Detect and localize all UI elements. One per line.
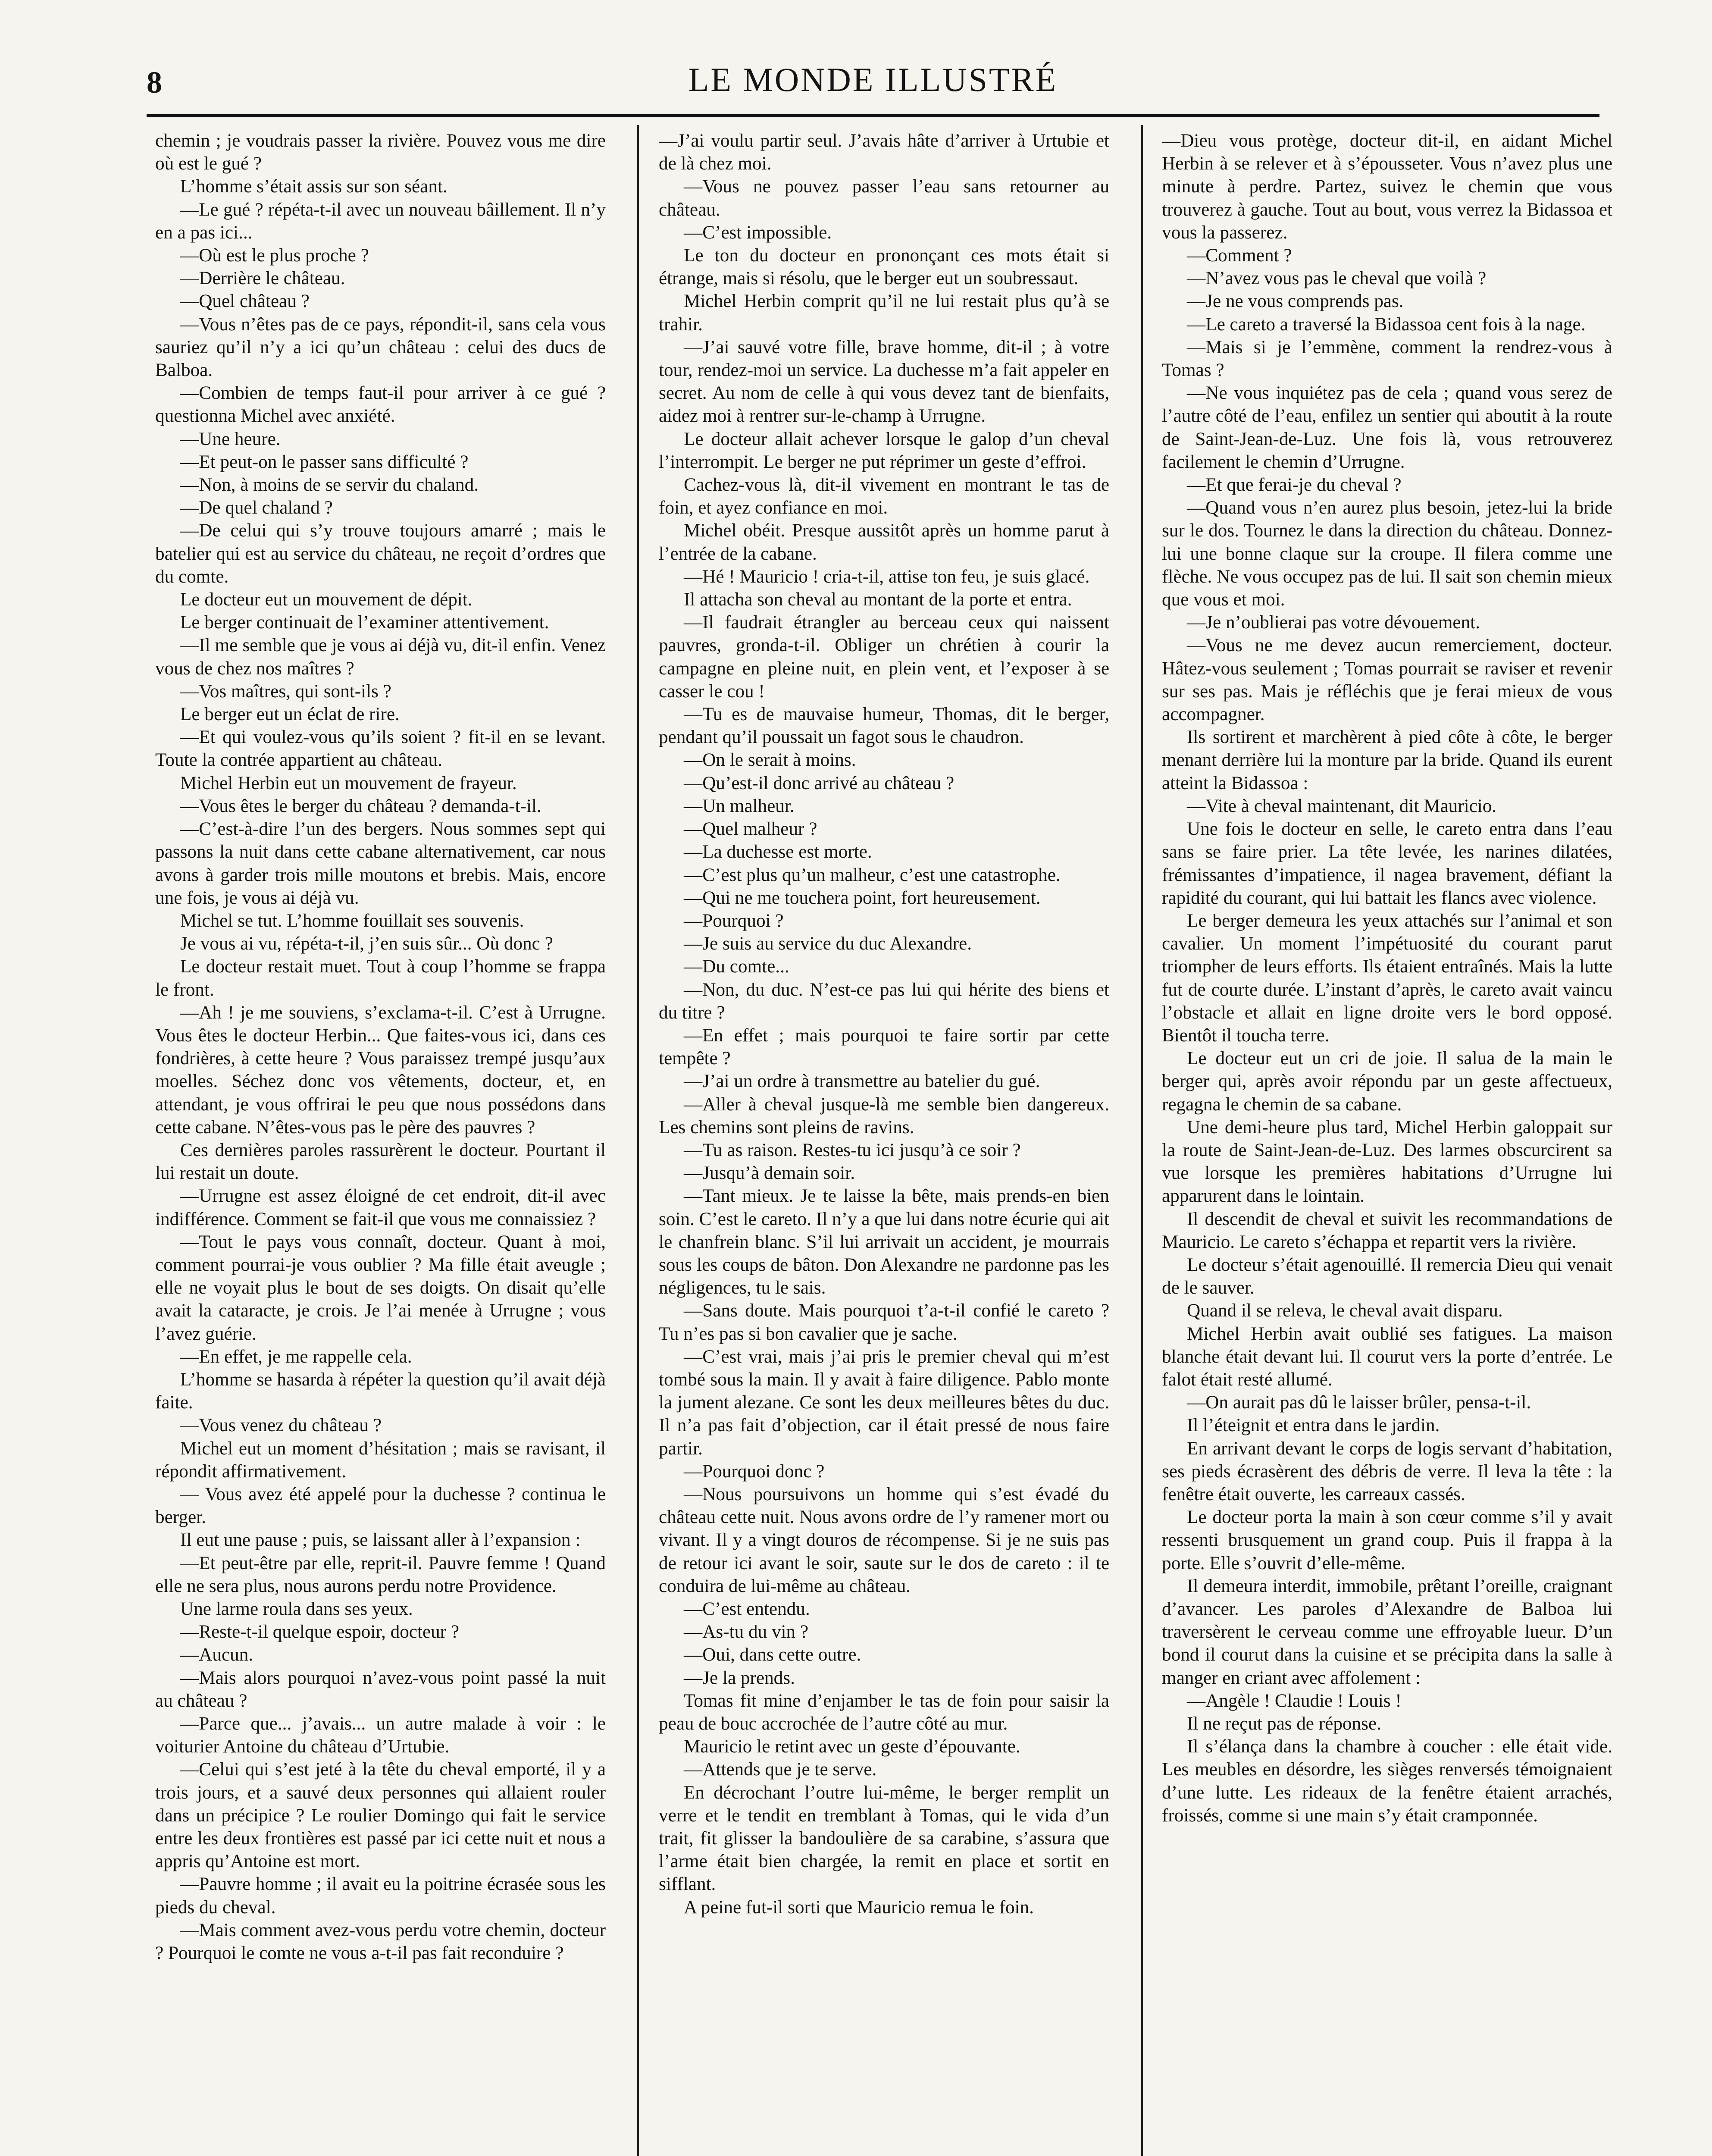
paragraph: —Attends que je te serve. bbox=[684, 1759, 877, 1780]
paragraph: —Combien de temps faut-il pour arriver à ce gué ? questionna Michel avec anxiété. bbox=[155, 383, 606, 426]
paragraph: —Qu’est-il donc arrivé au château ? bbox=[684, 773, 955, 793]
paragraph: —Ne vous inquiétez pas de cela ; quand vous serez de l’autre côté de l’eau, enfilez un sentier qui aboutit à la route de Saint-Jean-de-Luz. Une fois là, vous retrouverez facilement le chemin d’Urrugne. bbox=[1162, 383, 1612, 472]
paragraph: chemin ; je voudrais passer la rivière. Pouvez vous me dire où est le gué ? bbox=[155, 131, 606, 174]
paragraph: —Parce que... j’avais... un autre malade à voir : le voiturier Antoine du château d’Urtubie. bbox=[155, 1714, 606, 1757]
column-divider bbox=[1141, 125, 1143, 2156]
paragraph: —Sans doute. Mais pourquoi t’a-t-il confié le careto ? Tu n’es pas si bon cavalier que je sache. bbox=[659, 1300, 1109, 1344]
paragraph: —Reste-t-il quelque espoir, docteur ? bbox=[180, 1622, 460, 1642]
paragraph: —Non, à moins de se servir du chaland. bbox=[180, 475, 479, 495]
paragraph: —Pourquoi ? bbox=[684, 910, 784, 931]
paragraph: —Il faudrait étrangler au berceau ceux qui naissent pauvres, gronda-t-il. Obliger un chrétien à courir la campagne en pleine nuit, en plein vent, et l’exposer à se casser le cou ! bbox=[659, 612, 1109, 702]
paragraph: — Vous avez été appelé pour la duchesse ? continua le berger. bbox=[155, 1484, 606, 1528]
paragraph: Il s’élança dans la chambre à coucher : elle était vide. Les meubles en désordre, les sièges renversés témoignaient d’une lutte. Les rideaux de la fenêtre étaient arrachés, froissés, comme si une main s’y était cramponnée. bbox=[1162, 1736, 1612, 1826]
paragraph: Le docteur allait achever lorsque le galop d’un cheval l’interrompit. Le berger ne put réprimer un geste d’effroi. bbox=[659, 429, 1109, 472]
paragraph: Il ne reçut pas de réponse. bbox=[1187, 1714, 1381, 1734]
paragraph: —La duchesse est morte. bbox=[684, 842, 872, 862]
paragraph: —Oui, dans cette outre. bbox=[684, 1645, 861, 1665]
paragraph: —Comment ? bbox=[1187, 245, 1292, 266]
paragraph: —J’ai sauvé votre fille, brave homme, dit-il ; à votre tour, rendez-moi un service. La duchesse m’a fait appeler en secret. Au nom de celle à qui vous devez tant de bienfaits, aidez moi à rentrer sur-le-champ à Urrugne. bbox=[659, 337, 1109, 426]
paragraph: A peine fut-il sorti que Mauricio remua le foin. bbox=[684, 1897, 1034, 1918]
paragraph: Le docteur s’était agenouillé. Il remercia Dieu qui venait de le sauver. bbox=[1162, 1254, 1612, 1298]
paragraph: —Un malheur. bbox=[684, 796, 795, 816]
paragraph: —N’avez vous pas le cheval que voilà ? bbox=[1187, 268, 1487, 289]
paragraph: En décrochant l’outre lui-même, le berger remplit un verre et le tendit en tremblant à Tomas, qui le vida d’un trait, fit glisser la bandoulière de sa carabine, s’assura que l’arme était bien chargée, la remit en place et sortit en sifflant. bbox=[659, 1782, 1109, 1895]
header-rule bbox=[147, 114, 1599, 117]
paragraph: —Celui qui s’est jeté à la tête du cheval emporté, il y a trois jours, et a sauvé deux personnes qui allaient rouler dans un précipice ? Le roulier Domingo qui fait le service entre les deux frontières est passé par ici cette nuit et nous a appris qu’Antoine est mort. bbox=[155, 1759, 606, 1872]
paragraph: Quand il se releva, le cheval avait disparu. bbox=[1187, 1300, 1503, 1321]
paragraph: Le docteur porta la main à son cœur comme s’il y avait ressenti brusquement un grand coup. Puis il frappa à la porte. Elle s’ouvrit d’elle-même. bbox=[1162, 1507, 1612, 1573]
paragraph: —Tu es de mauvaise humeur, Thomas, dit le berger, pendant qu’il poussait un fagot sous le chaudron. bbox=[659, 704, 1109, 748]
paragraph: —Angèle ! Claudie ! Louis ! bbox=[1187, 1690, 1402, 1711]
paragraph: —Ah ! je me souviens, s’exclama-t-il. C’est à Urrugne. Vous êtes le docteur Herbin... Que faites-vous ici, dans ces fondrières, à cette heure ? Vous paraissez trempé jusqu’aux moelles. Séchez donc vos vêtements, docteur, et, en attendant, je vous offrirai le peu que nous possédons dans cette cabane. N’êtes-vous pas le père des pauvres ? bbox=[155, 1002, 606, 1138]
page-number: 8 bbox=[147, 65, 162, 100]
paragraph: —Vous ne me devez aucun remerciement, docteur. Hâtez-vous seulement ; Tomas pourrait se raviser et revenir sur ses pas. Mais je réfléchis que je ferai mieux de vous accompagner. bbox=[1162, 635, 1612, 725]
paragraph: Le docteur restait muet. Tout à coup l’homme se frappa le front. bbox=[155, 956, 606, 1000]
masthead-title: LE MONDE ILLUSTRÉ bbox=[688, 61, 1058, 98]
paragraph: Michel obéit. Presque aussitôt après un homme parut à l’entrée de la cabane. bbox=[659, 520, 1109, 564]
paragraph: —Pourquoi donc ? bbox=[684, 1461, 825, 1482]
paragraph: Je vous ai vu, répéta-t-il, j’en suis sûr... Où donc ? bbox=[180, 934, 553, 954]
paragraph: —De quel chaland ? bbox=[180, 498, 333, 518]
paragraph: Une larme roula dans ses yeux. bbox=[180, 1599, 413, 1619]
paragraph: Une demi-heure plus tard, Michel Herbin galoppait sur la route de Saint-Jean-de-Luz. Des larmes obscurcirent sa vue lorsque les premières habitations d’Urrugne lui apparurent dans le lointain. bbox=[1162, 1117, 1612, 1206]
paragraph: —Vous êtes le berger du château ? demanda-t-il. bbox=[180, 796, 541, 816]
paragraph: —Je n’oublierai pas votre dévouement. bbox=[1187, 612, 1480, 633]
paragraph: —C’est impossible. bbox=[684, 222, 832, 243]
paragraph: —Le gué ? répéta-t-il avec un nouveau bâillement. Il n’y en a pas ici... bbox=[155, 199, 606, 243]
paragraph: Ils sortirent et marchèrent à pied côte à côte, le berger menant derrière lui la monture par la bride. Quand ils eurent atteint la Bidassoa : bbox=[1162, 727, 1612, 793]
paragraph: —Je suis au service du duc Alexandre. bbox=[684, 934, 972, 954]
paragraph: —C’est entendu. bbox=[684, 1599, 810, 1619]
paragraph: —Et peut-on le passer sans difficulté ? bbox=[180, 451, 469, 472]
paragraph: —On le serait à moins. bbox=[684, 750, 856, 771]
paragraph: —Pauvre homme ; il avait eu la poitrine écrasée sous les pieds du cheval. bbox=[155, 1874, 606, 1918]
paragraph: —Vite à cheval maintenant, dit Mauricio. bbox=[1187, 796, 1497, 816]
paragraph: —Vous ne pouvez passer l’eau sans retourner au château. bbox=[659, 176, 1109, 220]
paragraph: Le berger continuait de l’examiner attentivement. bbox=[180, 612, 549, 633]
paragraph: L’homme se hasarda à répéter la question qu’il avait déjà faite. bbox=[155, 1369, 606, 1413]
paragraph: —En effet, je me rappelle cela. bbox=[180, 1346, 412, 1367]
paragraph: —En effet ; mais pourquoi te faire sortir par cette tempête ? bbox=[659, 1025, 1109, 1069]
paragraph: —Vous n’êtes pas de ce pays, répondit-il, sans cela vous sauriez qu’il n’y a ici qu’un château : celui des ducs de Balboa. bbox=[155, 314, 606, 381]
paragraph: —Il me semble que je vous ai déjà vu, dit-il enfin. Venez vous de chez nos maîtres ? bbox=[155, 635, 606, 679]
paragraph: —Tant mieux. Je te laisse la bête, mais prends-en bien soin. C’est le careto. Il n’y a que lui dans notre écurie qui ait le chanfrein blanc. S’il lui arrivait un accident, je mourrais sous les coups de bâton. Don Alexandre ne pardonne pas les négligences, tu le sais. bbox=[659, 1186, 1109, 1298]
paragraph: —C’est vrai, mais j’ai pris le premier cheval qui m’est tombé sous la main. Il y avait à faire diligence. Pablo monte la jument alezane. Ce sont les deux meilleures bêtes du duc. Il n’a pas fait d’objection, car il était pressé de nous faire partir. bbox=[659, 1346, 1109, 1459]
paragraph: —Derrière le château. bbox=[180, 268, 345, 289]
paragraph: —Une heure. bbox=[180, 429, 281, 449]
paragraph: —Vos maîtres, qui sont-ils ? bbox=[180, 681, 391, 702]
paragraph: —Mais comment avez-vous perdu votre chemin, docteur ? Pourquoi le comte ne vous a-t-il pas fait reconduire ? bbox=[155, 1920, 606, 1964]
paragraph: —Dieu vous protège, docteur dit-il, en aidant Michel Herbin à se relever et à s’épousseter. Vous n’avez plus une minute à perdre. Partez, suivez le chemin que vous trouverez à gauche. Tout au bout, vous verrez la Bidassoa et vous la passerez. bbox=[1162, 131, 1612, 243]
paragraph: —On aurait pas dû le laisser brûler, pensa-t-il. bbox=[1187, 1392, 1531, 1413]
paragraph: —Je la prends. bbox=[684, 1667, 795, 1688]
paragraph: —C’est-à-dire l’un des bergers. Nous sommes sept qui passons la nuit dans cette cabane alternativement, car nous avons à garder trois mille moutons et brebis. Mais, encore une fois, je vous ai déjà vu. bbox=[155, 819, 606, 908]
paragraph: —Quand vous n’en aurez plus besoin, jetez-lui la bride sur le dos. Tournez le dans la direction du château. Donnez-lui une bonne claque sur la croupe. Il filera comme une flèche. Ne vous occupez pas de lui. Il sait son chemin mieux que vous et moi. bbox=[1162, 498, 1612, 610]
paragraph: L’homme s’était assis sur son séant. bbox=[180, 176, 448, 197]
paragraph: Il demeura interdit, immobile, prêtant l’oreille, craignant d’avancer. Les paroles d’Alexandre de Balboa lui traversèrent le cerveau comme une effroyable lueur. D’un bond il courut dans la cuisine et se précipita dans la salle à manger en criant avec affolement : bbox=[1162, 1576, 1612, 1688]
paragraph: —As-tu du vin ? bbox=[684, 1622, 809, 1642]
paragraph: —Jusqu’à demain soir. bbox=[684, 1163, 855, 1184]
paragraph: Il attacha son cheval au montant de la porte et entra. bbox=[684, 589, 1072, 610]
paragraph: —Urrugne est assez éloigné de cet endroit, dit-il avec indifférence. Comment se fait-il que vous me connaissiez ? bbox=[155, 1186, 606, 1229]
paragraph: Michel eut un moment d’hésitation ; mais se ravisant, il répondit affirmativement. bbox=[155, 1438, 606, 1482]
paragraph: —Quel malheur ? bbox=[684, 819, 817, 840]
paragraph: —Vous venez du château ? bbox=[180, 1415, 382, 1436]
paragraph: Michel Herbin eut un mouvement de frayeur. bbox=[180, 773, 517, 793]
column-divider bbox=[637, 125, 639, 2156]
paragraph: —Et que ferai-je du cheval ? bbox=[1187, 475, 1402, 495]
page-header bbox=[147, 60, 1599, 108]
paragraph: Cachez-vous là, dit-il vivement en montrant le tas de foin, et ayez confiance en moi. bbox=[659, 475, 1109, 518]
paragraph: Le docteur eut un cri de joie. Il salua de la main le berger qui, après avoir répondu par un geste affectueux, regagna le chemin de sa cabane. bbox=[1162, 1048, 1612, 1115]
paragraph: —C’est plus qu’un malheur, c’est une catastrophe. bbox=[684, 865, 1061, 885]
paragraph: —Aucun. bbox=[180, 1645, 254, 1665]
paragraph: —Hé ! Mauricio ! cria-t-il, attise ton feu, je suis glacé. bbox=[684, 566, 1090, 587]
paragraph: Mauricio le retint avec un geste d’épouvante. bbox=[684, 1736, 1020, 1757]
paragraph: —J’ai voulu partir seul. J’avais hâte d’arriver à Urtubie et de là chez moi. bbox=[659, 131, 1109, 174]
text-column-2 bbox=[659, 129, 1109, 2156]
paragraph: —Nous poursuivons un homme qui s’est évadé du château cette nuit. Nous avons ordre de l’y ramener mort ou vivant. Il y a vingt douros de récompense. Si je ne suis pas de retour ici avant le soir, saute sur le dos de careto : il te conduira de lui-même au château. bbox=[659, 1484, 1109, 1596]
paragraph: —Tu as raison. Restes-tu ici jusqu’à ce soir ? bbox=[684, 1140, 1021, 1160]
paragraph: Ces dernières paroles rassurèrent le docteur. Pourtant il lui restait un doute. bbox=[155, 1140, 606, 1184]
paragraph: —Tout le pays vous connaît, docteur. Quant à moi, comment pourrai-je vous oublier ? Ma fille était aveugle ; elle ne voyait plus le bout de ses doigts. On disait qu’elle avait la cataracte, je crois. Je l’ai menée à Urrugne ; vous l’avez guérie. bbox=[155, 1232, 606, 1344]
paragraph: En arrivant devant le corps de logis servant d’habitation, ses pieds écrasèrent des débris de verre. Il leva la tête : la fenêtre était ouverte, les carreaux cassés. bbox=[1162, 1438, 1612, 1504]
paragraph: Le ton du docteur en prononçant ces mots était si étrange, mais si résolu, que le berger eut un soubressaut. bbox=[659, 245, 1109, 289]
paragraph: Michel Herbin avait oublié ses fatigues. La maison blanche était devant lui. Il courut vers la porte d’entrée. Le falot était resté allumé. bbox=[1162, 1323, 1612, 1390]
paragraph: —Le careto a traversé la Bidassoa cent fois à la nage. bbox=[1187, 314, 1586, 335]
paragraph: —Je ne vous comprends pas. bbox=[1187, 291, 1404, 312]
paragraph: —Mais si je l’emmène, comment la rendrez-vous à Tomas ? bbox=[1162, 337, 1612, 381]
paragraph: Le berger demeura les yeux attachés sur l’animal et son cavalier. Un moment l’impétuosité du courant parut triompher de leurs efforts. Ils étaient entraînés. Mais la lutte fut de courte durée. L’instant d’après, le careto avait vaincu l’obstacle et allait en ligne droite vers le bord opposé. Bientôt il toucha terre. bbox=[1162, 910, 1612, 1046]
paragraph: —Qui ne me touchera point, fort heureusement. bbox=[684, 887, 1041, 908]
paragraph: Il descendit de cheval et suivit les recommandations de Mauricio. Le careto s’échappa et repartit vers la rivière. bbox=[1162, 1209, 1612, 1252]
paragraph: —Non, du duc. N’est-ce pas lui qui hérite des biens et du titre ? bbox=[659, 979, 1109, 1023]
paragraph: —J’ai un ordre à transmettre au batelier du gué. bbox=[684, 1071, 1040, 1092]
paragraph: —Et peut-être par elle, reprit-il. Pauvre femme ! Quand elle ne sera plus, nous aurons perdu notre Providence. bbox=[155, 1553, 606, 1596]
paragraph: Il eut une pause ; puis, se laissant aller à l’expansion : bbox=[180, 1530, 581, 1551]
paragraph: —De celui qui s’y trouve toujours amarré ; mais le batelier qui est au service du château, ne reçoit d’ordres que du comte. bbox=[155, 520, 606, 587]
paragraph: Il l’éteignit et entra dans le jardin. bbox=[1187, 1415, 1440, 1436]
paragraph: —Du comte... bbox=[684, 956, 789, 977]
paragraph: Une fois le docteur en selle, le careto entra dans l’eau sans se faire prier. La tête levée, les narines dilatées, frémissantes d’impatience, il nagea bravement, défiant la rapidité du courant, qui lui battait les flancs avec violence. bbox=[1162, 819, 1612, 908]
paragraph: Michel Herbin comprit qu’il ne lui restait plus qu’à se trahir. bbox=[659, 291, 1109, 335]
paragraph: —Où est le plus proche ? bbox=[180, 245, 369, 266]
paragraph: Michel se tut. L’homme fouillait ses souvenis. bbox=[180, 910, 524, 931]
text-column-1 bbox=[155, 129, 606, 2156]
paragraph: —Aller à cheval jusque-là me semble bien dangereux. Les chemins sont pleins de ravins. bbox=[659, 1094, 1109, 1138]
paragraph: —Mais alors pourquoi n’avez-vous point passé la nuit au château ? bbox=[155, 1667, 606, 1711]
paragraph: —Et qui voulez-vous qu’ils soient ? fit-il en se levant. Toute la contrée appartient au château. bbox=[155, 727, 606, 771]
paragraph: Tomas fit mine d’enjamber le tas de foin pour saisir la peau de bouc accrochée de l’autre côté au mur. bbox=[659, 1690, 1109, 1734]
paragraph: Le berger eut un éclat de rire. bbox=[180, 704, 400, 725]
paragraph: Le docteur eut un mouvement de dépit. bbox=[180, 589, 473, 610]
text-column-3 bbox=[1162, 129, 1612, 2156]
paragraph: —Quel château ? bbox=[180, 291, 310, 312]
